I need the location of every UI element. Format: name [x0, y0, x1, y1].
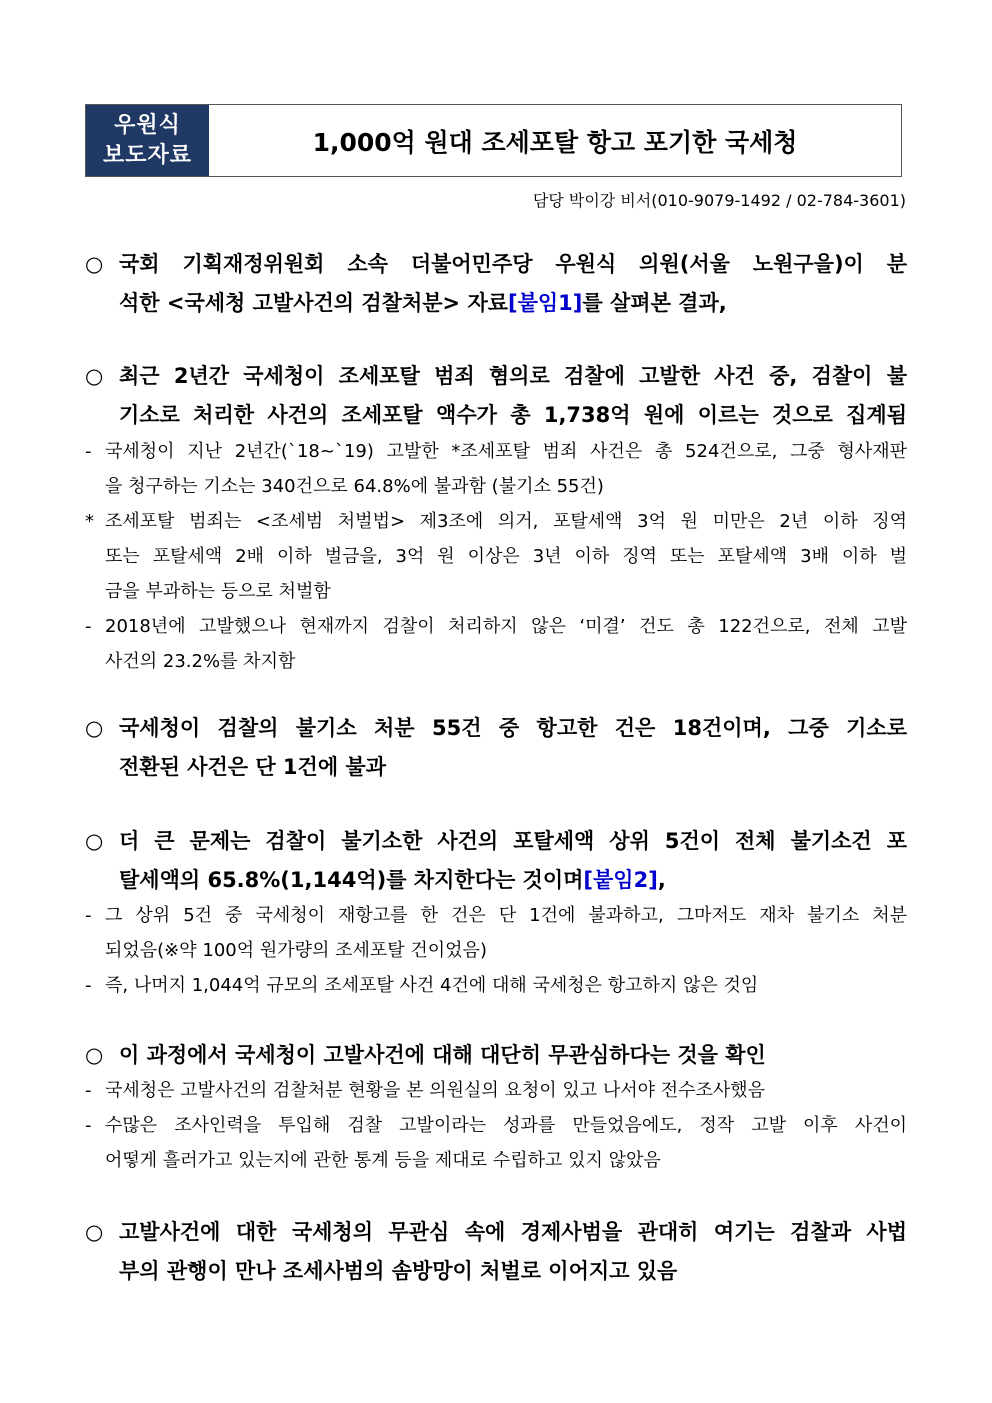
dash-bullet: - [85, 975, 92, 996]
badge-name: 우원식 [114, 112, 181, 138]
detail-line: 국세청이 지난 2년간(`18~`19) 고발한 *조세포탈 범죄 사건은 총 524건으로, 그중 형사재판 [105, 441, 907, 462]
detail-line: 을 청구하는 기소는 340건으로 64.8%에 불과함 (불기소 55건) [105, 476, 604, 497]
paragraph-line: 이 과정에서 국세청이 고발사건에 대해 대단히 무관심하다는 것을 확인 [119, 1043, 766, 1067]
dash-bullet: - [85, 1115, 92, 1136]
detail-line: 그 상위 5건 중 국세청이 재항고를 한 건은 단 1건에 불과하고, 그마저도 재차 불기소 처분 [105, 905, 907, 926]
paragraph-5 [85, 1036, 907, 1075]
circle-bullet: ○ [85, 1043, 104, 1067]
detail-line: 어떻게 흘러가고 있는지에 관한 통계 등을 제대로 수립하고 있지 않았음 [105, 1150, 661, 1171]
circle-bullet: ○ [85, 364, 104, 388]
dash-bullet: - [85, 1080, 92, 1101]
press-release-header [85, 104, 902, 177]
paragraph-line: 국회 기획재정위원회 소속 더불어민주당 우원식 의원(서울 노원구을)이 분 [119, 252, 907, 276]
paragraph-1 [85, 245, 907, 323]
detail-line: 또는 포탈세액 2배 이하 벌금을, 3억 원 이상은 3년 이하 징역 또는 포탈세액 3배 이하 벌 [105, 546, 907, 567]
circle-bullet: ○ [85, 829, 104, 853]
dash-bullet: - [85, 441, 92, 462]
detail-line: 국세청은 고발사건의 검찰처분 현황을 본 의원실의 요청이 있고 나서야 전수조사했음 [105, 1080, 766, 1101]
attachment-reference: [붙임2] [583, 868, 658, 892]
paragraph-2 [85, 357, 907, 435]
circle-bullet: ○ [85, 1220, 104, 1244]
badge-label: 보도자료 [102, 142, 192, 168]
detail-line: 수많은 조사인력을 투입해 검찰 고발이라는 성과를 만들었음에도, 정작 고발 이후 사건이 [105, 1115, 907, 1136]
paragraph-line: 탈세액의 65.8%(1,144억)를 차지한다는 것이며[붙임2], [119, 868, 666, 892]
press-release-badge [86, 105, 209, 176]
paragraph-6 [85, 1213, 907, 1291]
paragraph-line: 석한 <국세청 고발사건의 검찰처분> 자료[붙임1]를 살펴본 결과, [119, 291, 727, 315]
detail-list-3 [85, 1073, 907, 1178]
paragraph-line: 국세청이 검찰의 불기소 처분 55건 중 항고한 건은 18건이며, 그중 기소로 [119, 716, 907, 740]
detail-line: 금을 부과하는 등으로 처벌함 [105, 581, 331, 602]
detail-list-1 [85, 434, 907, 679]
paragraph-line: 전환된 사건은 단 1건에 불과 [119, 755, 387, 779]
paragraph-line: 고발사건에 대한 국세청의 무관심 속에 경제사범을 관대히 여기는 검찰과 사법 [119, 1220, 907, 1244]
detail-list-2 [85, 898, 907, 1003]
detail-line: 조세포탈 범죄는 <조세범 처벌법> 제3조에 의거, 포탈세액 3억 원 미만은 2년 이하 징역 [105, 511, 907, 532]
dash-bullet: - [85, 905, 92, 926]
paragraph-line: 더 큰 문제는 검찰이 불기소한 사건의 포탈세액 상위 5건이 전체 불기소건 포 [119, 829, 907, 853]
contact-info: 담당 박이강 비서(010-9079-1492 / 02-784-3601) [532, 191, 906, 210]
paragraph-line: 최근 2년간 국세청이 조세포탈 범죄 혐의로 검찰에 고발한 사건 중, 검찰이 불 [119, 364, 907, 388]
dash-bullet: - [85, 616, 92, 637]
circle-bullet: ○ [85, 716, 104, 740]
detail-line: 즉, 나머지 1,044억 규모의 조세포탈 사건 4건에 대해 국세청은 항고하지 않은 것임 [105, 975, 759, 996]
detail-line: 2018년에 고발했으나 현재까지 검찰이 처리하지 않은 ‘미결’ 건도 총 122건으로, 전체 고발 [105, 616, 907, 637]
asterisk-bullet: * [85, 511, 94, 532]
paragraph-line: 기소로 처리한 사건의 조세포탈 액수가 총 1,738억 원에 이르는 것으로 집계됨 [119, 403, 907, 427]
document-title: 1,000억 원대 조세포탈 항고 포기한 국세청 [312, 127, 798, 157]
paragraph-line: 부의 관행이 만나 조세사범의 솜방망이 처벌로 이어지고 있음 [119, 1259, 678, 1283]
paragraph-4 [85, 822, 907, 900]
attachment-reference: [붙임1] [508, 291, 583, 315]
paragraph-3 [85, 709, 907, 787]
circle-bullet: ○ [85, 252, 104, 276]
detail-line: 되었음(※약 100억 원가량의 조세포탈 건이었음) [105, 940, 487, 961]
detail-line: 사건의 23.2%를 차지함 [105, 651, 296, 672]
